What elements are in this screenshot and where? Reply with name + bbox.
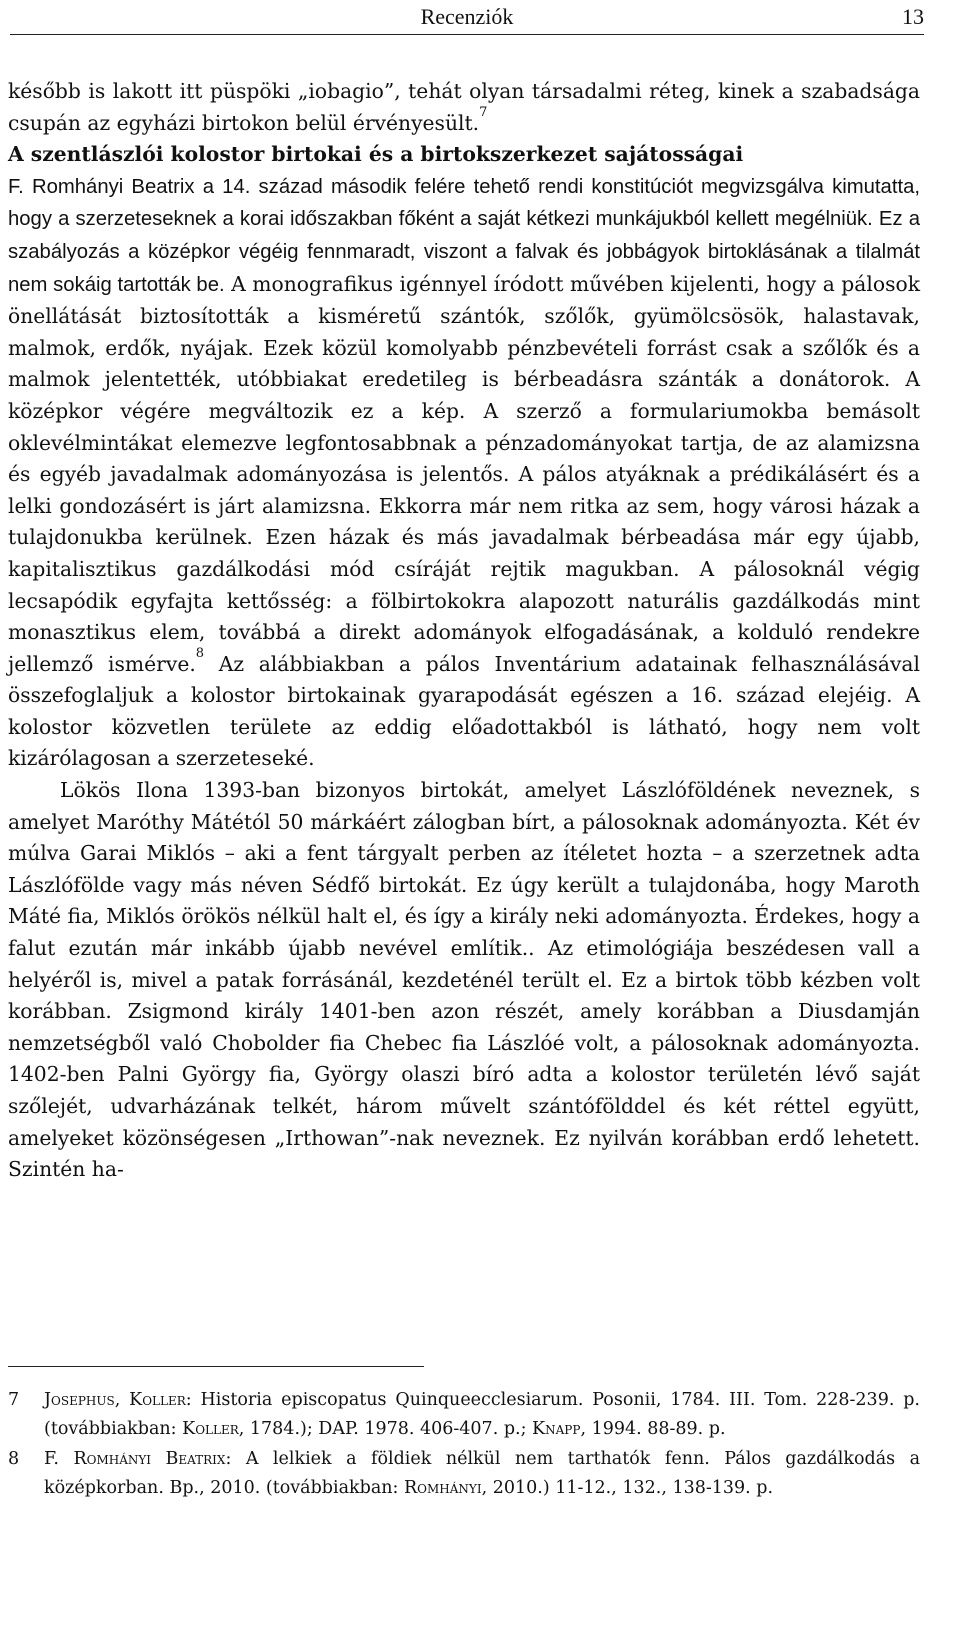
footnote-7 <box>8 1386 920 1443</box>
page-header <box>10 4 924 35</box>
footnote-text: , 2010.) 11-12., 132., 138-139. p. <box>481 1477 774 1498</box>
paragraph-2-sans-text: F. Romhányi Beatrix a 14. század második felére tehető rendi konstitúciót megvizsgálva kimutatta, hogy a szerzeteseknek a korai időszakban főként a saját kétkezi munkájukból kellett megélniük. Ez a szabályozás a középkor végéig fennmaradt, viszont a falvak és jobbágyok birtoklásának a tilalmát nem sokáig tartották be. <box>8 175 920 296</box>
footnote-text: , <box>114 1390 130 1410</box>
paragraph-2-text: A monografikus igénnyel íródott művében kijelenti, hogy a pálosok önellátását biztosították a kisméretű szántók, szőlők, gyümölcsösök, halastavak, malmok, erdők, nyájak. Ezek közül komolyabb pénzbevételi forrást csak a szőlők és a malmok jelentették, utóbbiakat eredetileg is bérbeadásra szánták a donátorok. A középkor végére megváltozik ez a kép. A szerző a formulariumokba bemásolt oklevélmintákat elemezve legfontosabbnak a pénzadományokat tartja, de az alamizsna és egyéb javadalmak adományozása is jelentős. A pálos atyáknak a prédikálásért és a lelki gondozásért is járt alamizsna. Ekkorra már nem ritka az sem, hogy városi házak a tulajdonukba kerülnek. Ezen házak és más javadalmak bérbeadása már egy újabb, kapitalisztikus gazdálkodási mód csíráját rejtik magukban. A pálosoknál végig lecsapódik egyfajta kettősség: a fölbirtokokra alapozott naturális gazdálkodás mint monasztikus elem, továbbá a direkt adományok elfogadásának, a kolduló rendekre jellemző ismérve. <box>8 271 920 676</box>
paragraph-2 <box>8 171 920 775</box>
paragraph-2-tail: Az alábbiakban a pálos Inventárium adatainak felhasználásával összefoglaljuk a kolostor birtokainak gyarapodását egészen a 16. század elejéig. A kolostor közvetlen területe az eddig előadottakból is látható, hogy nem volt kizárólagosan a szerzeteseké. <box>8 651 920 771</box>
section-heading: A szentlászlói kolostor birtokai és a birtokszerkezet sajátosságai <box>8 142 744 167</box>
page-number: 13 <box>902 4 924 29</box>
footnote-author: Koller <box>182 1418 239 1439</box>
footnotes <box>8 1386 920 1504</box>
footnote-number: 8 <box>8 1449 20 1469</box>
footnote-8 <box>8 1445 920 1502</box>
footnote-text: , 1994. 88-89. p. <box>580 1418 726 1439</box>
footnote-ref-7[interactable]: 7 <box>479 104 488 120</box>
footnote-author: Koller <box>129 1390 186 1410</box>
footnote-author: Knapp <box>532 1418 581 1439</box>
footnote-separator <box>8 1366 424 1367</box>
footnote-text: : Historia episcopatus Quinqueecclesiarum. Posonii, 1784. III. Tom. 228-239. p. (továbbiakban: <box>44 1390 920 1439</box>
paragraph-1-text: később is lakott itt püspöki „iobagio”, tehát olyan társadalmi réteg, kinek a szabadsága csupán az egyházi birtokon belül érvényesült. <box>8 79 920 135</box>
footnote-text: : A lelkiek a földiek nélkül nem tarthatók fenn. Pálos gazdálkodás a középkorban. Bp., 2010. (továbbiakban: <box>44 1449 921 1498</box>
footnote-author: Romhányi <box>404 1477 482 1498</box>
paragraph-3: Lökös Ilona 1393-ban bizonyos birtokát, amelyet Lászlóföldének neveznek, s amelyet Maróthy Mátétól 50 márkáért zálogban bírt, a pálosoknak adományozta. Két év múlva Garai Miklós – aki a fent tárgyalt perben az ítéletet hozta – a szerzetnek adta Lászlófölde vagy más néven Sédfő birtokát. Ez úgy került a tulajdonába, hogy Maroth Máté fia, Miklós örökös nélkül halt el, és így a király neki adományozta. Érdekes, hogy a falut ezután már inkább újabb nevével említik.. Az etimológiája beszédesen vall a helyéről is, mivel a patak forrásánál, kezdeténél terült el. Ez a birtok több kézben volt korábban. Zsigmond király 1401-ben azon részét, amely korábban a Diusdamján nemzetségből való Chobolder fia Chebec fia Lászlóé volt, a pálosoknak adományozta. 1402-ben Palni György fia, György olaszi bíró adta a kolostor területén lévő saját szőlejét, udvarházának telkét, három művelt szántófölddel és két réttel együtt, amelyeket közönségesen „Irthowan”-nak neveznek. Ez nyilván korábban erdő lehetett. Szintén ha- <box>8 778 920 1182</box>
main-text <box>8 76 920 1186</box>
footnote-ref-8[interactable]: 8 <box>195 645 205 661</box>
footnote-text: , 1784.); DAP. 1978. 406-407. p.; <box>238 1418 533 1439</box>
footnote-author: Josephus <box>44 1390 115 1410</box>
running-title: Recenziók <box>420 4 514 29</box>
footnote-number: 7 <box>8 1390 20 1410</box>
paragraph-1 <box>8 76 920 139</box>
footnote-author: Romhányi Beatrix <box>73 1449 226 1469</box>
footnote-text: F. <box>44 1449 74 1469</box>
